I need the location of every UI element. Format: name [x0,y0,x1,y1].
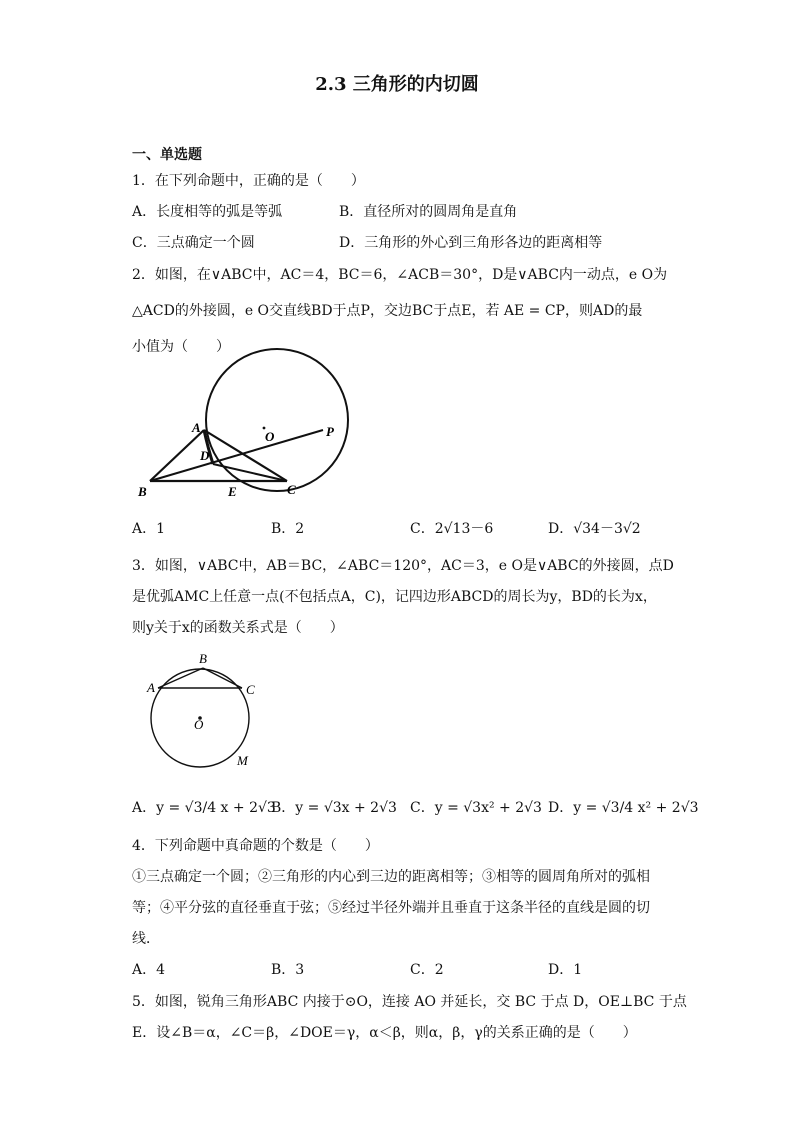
question-5-stem-line1: 5．如图，锐角三角形ABC 内接于⊙O，连接 AO 并延长，交 BC 于点 D，OE⊥BC 于点 [132,994,687,1010]
q3-segment-bc [203,668,242,688]
q4-option-c: C．2 [410,962,444,978]
q3-option-d: D．y = √3/4 x² + 2√3 [548,800,699,816]
q1-option-b: B．直径所对的圆周角是直角 [339,204,518,220]
q2-option-c: C．2√13－6 [410,521,494,537]
q2-segment-dc [213,464,287,481]
question-3-stem-line3: 则y关于x的函数关系式是（ ） [132,620,344,636]
q3-label-c: C [246,682,255,697]
question-2-stem-line3: 小值为（ ） [132,339,230,355]
question-3-stem-line1: 3．如图，∨ABC中，AB＝BC，∠ABC＝120°，AC＝3，e O是∨ABC的外接圆，点D [132,558,674,574]
question-4-stem: 4．下列命题中真命题的个数是（ ） [132,838,379,854]
question-3-stem-line2: 是优弧AMC上任意一点(不包括点A，C)，记四边形ABCD的周长为y，BD的长为x， [132,589,657,605]
q2-option-a: A．1 [132,521,166,537]
question-2-stem-line2: △ACD的外接圆，e O交直线BD于点P，交边BC于点E，若 AE = CP，则AD的最 [132,303,643,319]
question-4-body-line3: 线． [132,931,160,947]
q3-segment-ab [158,668,203,688]
q2-option-b: B．2 [271,521,305,537]
q3-figure [140,648,270,773]
q2-circle-o [206,349,348,491]
q2-label-e: E [228,484,237,499]
q2-figure [130,360,370,500]
q2-label-c: C [287,482,296,497]
q4-option-d: D．1 [548,962,583,978]
q3-label-b: B [199,651,207,666]
q3-option-a: A．y = √3/4 x + 2√3 [132,800,276,816]
q3-label-m: M [237,753,248,768]
q2-label-d: D [200,448,210,463]
question-2-stem-line1: 2．如图，在∨ABC中，AC＝4，BC＝6，∠ACB＝30°，D是∨ABC内一动点，e O为 [132,267,668,283]
q4-option-b: B．3 [271,962,305,978]
q3-option-c: C．y = √3x² + 2√3 [410,800,542,816]
q1-option-a: A．长度相等的弧是等弧 [132,204,283,220]
section-heading: 一、单选题 [132,147,202,163]
q2-label-b: B [138,484,147,499]
question-1-stem: 1．在下列命题中，正确的是（ ） [132,173,365,189]
q3-option-b: B．y = √3x + 2√3 [271,800,397,816]
q3-label-a: A [147,680,155,695]
question-4-body-line1: ①三点确定一个圆；②三角形的内心到三边的距离相等；③相等的圆周角所对的弧相 [132,869,650,885]
q2-label-o: O [265,429,275,444]
page-title: 2.3 三角形的内切圆 [315,74,479,95]
q2-label-p: P [326,424,334,439]
question-5-stem-line2: E．设∠B＝α，∠C＝β，∠DOE＝γ，α＜β，则α，β，γ的关系正确的是（ ） [132,1025,637,1041]
q4-option-a: A．4 [132,962,166,978]
q2-option-d: D．√34－3√2 [548,521,641,537]
q2-label-a: A [192,420,201,435]
q1-option-c: C．三点确定一个圆 [132,235,255,251]
question-4-body-line2: 等；④平分弦的直径垂直于弦；⑤经过半径外端并且垂直于这条半径的直线是圆的切 [132,900,650,916]
q3-label-o: O [194,717,204,732]
q1-option-d: D．三角形的外心到三角形各边的距离相等 [339,235,603,251]
